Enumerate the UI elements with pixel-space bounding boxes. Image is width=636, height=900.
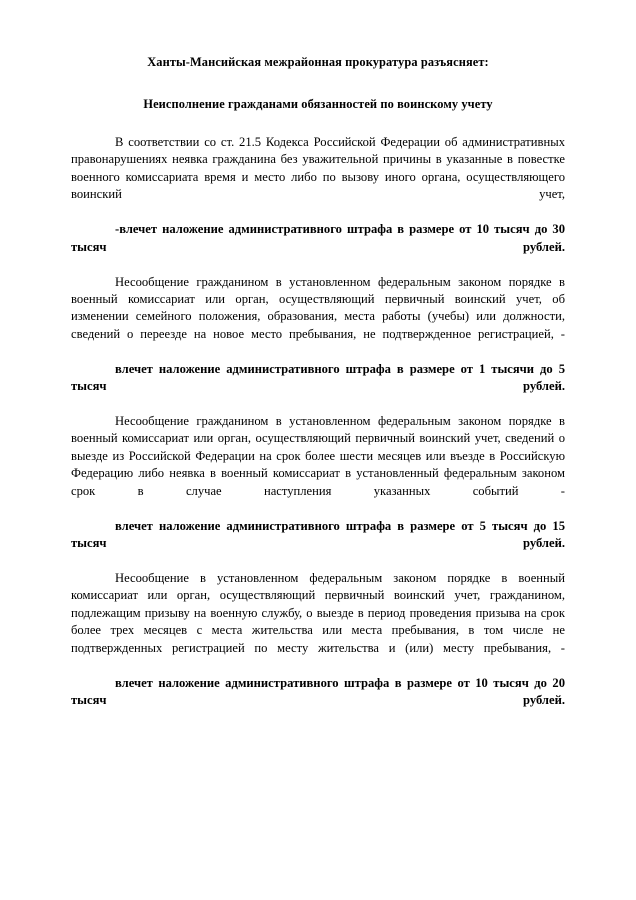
penalty-clause-5-to-15-thousand: влечет наложение административного штрафа в размере от 5 тысяч до 15 тысяч рублей. [71,518,565,551]
page-title: Ханты-Мансийская межрайонная прокуратура разъясняет: [147,55,489,69]
penalty-clause-1-to-5-thousand: влечет наложение административного штрафа в размере от 1 тысячи до 5 тысяч рублей. [71,361,565,394]
document-body [71,134,565,727]
penalty-clause-10-to-20-thousand: влечет наложение административного штрафа в размере от 10 тысяч до 20 тысяч рублей. [71,675,565,707]
paragraph-failure-to-report-conscript-departure: Несообщение в установленном федеральным законом порядке в военный комиссариат или орган, осуществляющий первичный воинский учет, гражданином, подлежащим призыву на военную службу, о выезде в период проведения призыва на срок более трех месяцев с места жительства или места пребывания, в том числе не подтвержденных регистрацией по месту жительства и (или) месту пребывания, - [71,570,565,655]
penalty-clause-10-to-30-thousand: -влечет наложение административного штрафа в размере от 10 тысяч до 30 тысяч рублей. [71,222,565,254]
paragraph-failure-to-report-departure: Несообщение гражданином в установленном федеральным законом порядке в военный комиссариат или орган, осуществляющий первичный воинский учет, сведений о выезде из Российской Федерации на срок более шести месяцев или въезде в Российскую Федерацию либо неявка в военный комиссариат в установленный федеральным законом срок в случае наступления указанных событий - [71,414,565,498]
document-subtitle: Неисполнение гражданами обязанностей по воинскому учету [143,96,493,111]
paragraph-failure-to-report-status-change: Несообщение гражданином в установленном федеральным законом порядке в военный комиссариат или орган, осуществляющий первичный воинский учет, об изменении семейного положения, образования, места работы (учебы) или должности, сведений о переезде на новое место пребывания, не подтвержденное регистрацией, - [71,274,565,341]
paragraph-article-215-intro: В соответствии со ст. 21.5 Кодекса Российской Федерации об административных правонарушениях неявка гражданина без уважительной причины в указанные в повестке военного комиссариата время и место либо по вызову иного органа, осуществляющего воинский учет, [71,135,565,202]
